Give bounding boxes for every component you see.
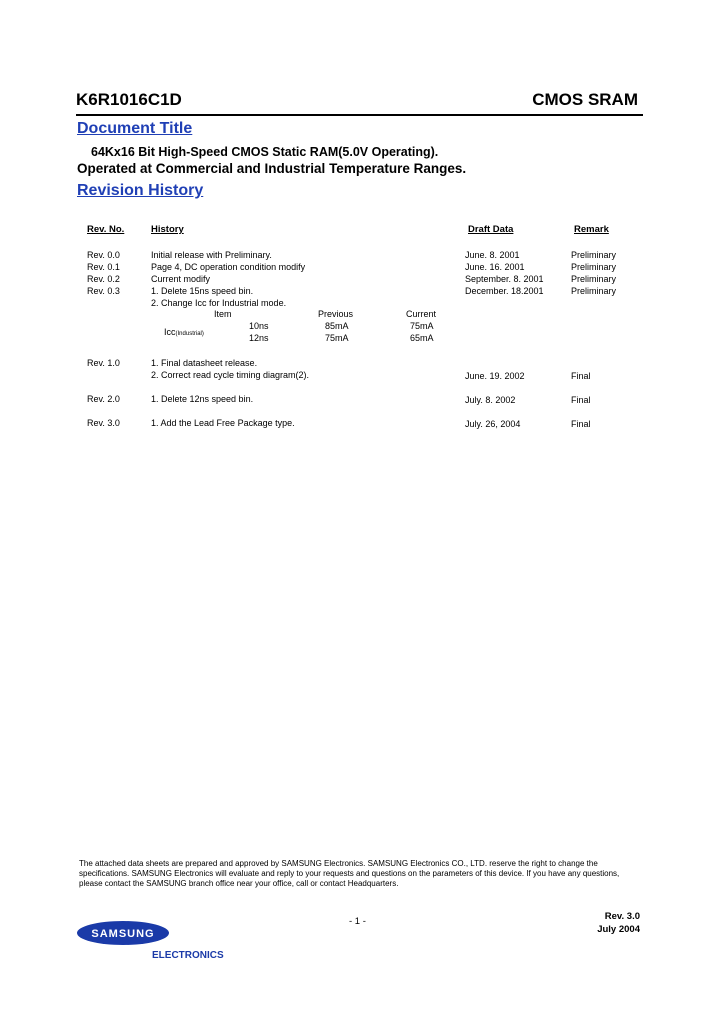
row-remark: Preliminary [571, 250, 617, 260]
row-rev: Rev. 0.2 [87, 274, 120, 284]
col-header-rev: Rev. No. [87, 224, 125, 235]
logo-text: SAMSUNG [91, 928, 155, 940]
row-draft: June. 16. 2001 [465, 262, 525, 272]
row-remark: Preliminary [571, 262, 617, 272]
row-remark: Final [571, 371, 591, 381]
row-draft: July. 8. 2002 [465, 395, 516, 405]
icc-label-sub: (Industrial) [175, 331, 204, 337]
document-title-line2: Operated at Commercial and Industrial Temperature Ranges. [77, 161, 467, 176]
row-history: 1. Delete 15ns speed bin. [151, 286, 254, 296]
row-history: 2. Correct read cycle timing diagram(2). [151, 370, 310, 380]
row-rev: Rev. 0.1 [87, 262, 120, 272]
document-title-line1: 64Kx16 Bit High-Speed CMOS Static RAM(5.0V Operating). [91, 145, 439, 159]
disclaimer-line: please contact the SAMSUNG branch office near your office, call or contact Headquarters. [79, 879, 399, 888]
row-history: Initial release with Preliminary. [151, 250, 272, 260]
icc-header-current: Current [406, 309, 437, 319]
row-draft: December. 18.2001 [465, 286, 544, 296]
row-draft: July. 26, 2004 [465, 419, 521, 429]
disclaimer-line: specifications. SAMSUNG Electronics will evaluate and reply to your requests and questions on the parameters of this device. If you have any questions, [79, 869, 620, 878]
col-header-draft: Draft Data [468, 224, 514, 235]
icc-label-main: Icc [164, 327, 176, 337]
document-title-heading: Document Title [77, 120, 193, 137]
header-rule [76, 114, 643, 116]
icc-previous: 75mA [325, 333, 349, 343]
row-history: 2. Change Icc for Industrial mode. [151, 298, 287, 308]
row-draft: June. 8. 2001 [465, 250, 520, 260]
part-number: K6R1016C1D [76, 90, 182, 109]
icc-speed: 10ns [249, 321, 269, 331]
row-rev: Rev. 1.0 [87, 358, 120, 368]
product-category: CMOS SRAM [532, 90, 638, 109]
row-draft: June. 19. 2002 [465, 371, 525, 381]
revision-history-heading: Revision History [77, 182, 204, 199]
row-history: Page 4, DC operation condition modify [151, 262, 306, 272]
row-rev: Rev. 2.0 [87, 394, 120, 404]
row-rev: Rev. 0.0 [87, 250, 120, 260]
electronics-label: ELECTRONICS [152, 950, 224, 961]
icc-current: 65mA [410, 333, 434, 343]
col-header-remark: Remark [574, 224, 609, 235]
samsung-logo [76, 920, 170, 946]
col-header-history: History [151, 224, 184, 235]
row-rev: Rev. 0.3 [87, 286, 120, 296]
icc-current: 75mA [410, 321, 434, 331]
doc-date: July 2004 [597, 924, 640, 935]
icc-header-previous: Previous [318, 309, 354, 319]
doc-revision: Rev. 3.0 [604, 911, 640, 922]
row-draft: September. 8. 2001 [465, 274, 544, 284]
icc-speed: 12ns [249, 333, 269, 343]
row-rev: Rev. 3.0 [87, 418, 120, 428]
icc-header-item: Item [214, 309, 232, 319]
row-history: 1. Delete 12ns speed bin. [151, 394, 254, 404]
icc-label [164, 327, 204, 337]
row-remark: Final [571, 395, 591, 405]
row-history: Current modify [151, 274, 211, 284]
disclaimer-line: The attached data sheets are prepared and approved by SAMSUNG Electronics. SAMSUNG Electronics CO., LTD. reserve the right to change the [79, 859, 598, 868]
row-history: 1. Final datasheet release. [151, 358, 258, 368]
icc-previous: 85mA [325, 321, 349, 331]
row-history: 1. Add the Lead Free Package type. [151, 418, 295, 428]
row-remark: Preliminary [571, 274, 617, 284]
page-number: - 1 - [349, 916, 366, 927]
row-remark: Preliminary [571, 286, 617, 296]
row-remark: Final [571, 419, 591, 429]
